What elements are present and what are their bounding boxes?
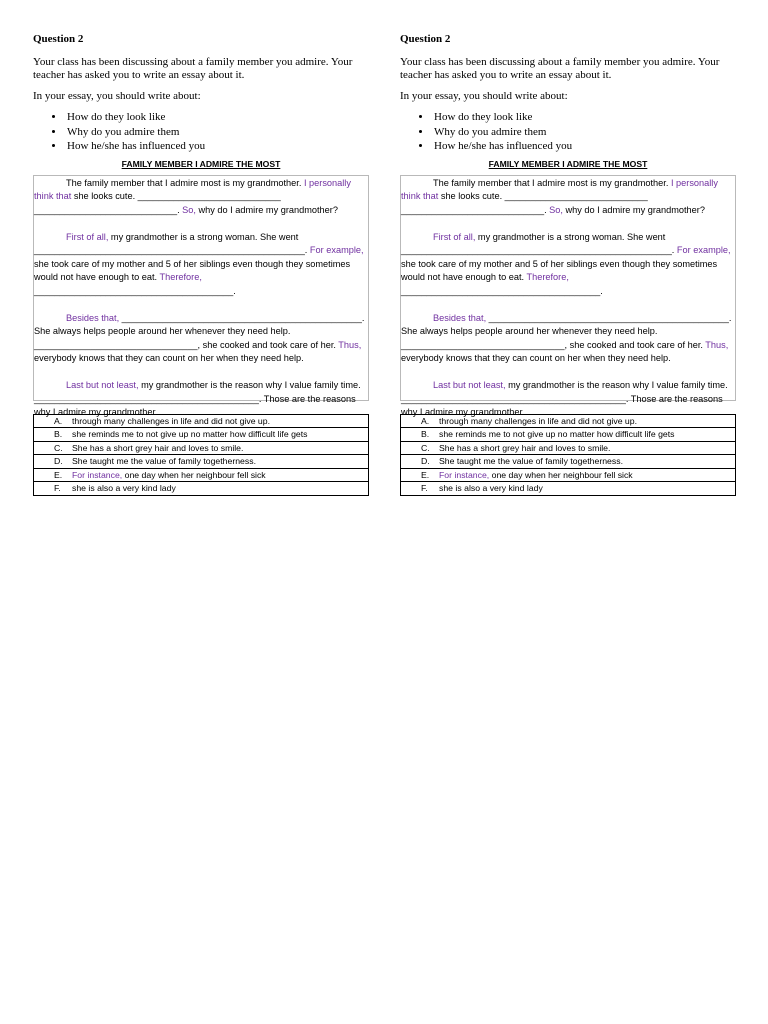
connector-phrase: For example, (307, 245, 364, 255)
text-run: everybody knows that they can count on her when they need help. (34, 353, 304, 363)
connector-phrase: Therefore, (157, 272, 202, 282)
connector-phrase: Besides that, (433, 312, 487, 323)
text-run: my grandmother is a strong woman. She went _____________________________________________________. (34, 231, 308, 255)
option-row (401, 482, 736, 496)
option-text: She taught me the value of family togetherness. (72, 456, 256, 467)
option-row (401, 455, 736, 469)
option-letter: F. (54, 483, 61, 494)
connector-phrase: So, (546, 204, 563, 215)
connector-phrase: Thus, (335, 339, 362, 350)
point-item: • How do they look like (432, 110, 736, 125)
point-item: • Why do you admire them (432, 125, 736, 140)
option-text: she reminds me to not give up no matter how difficult life gets (72, 429, 308, 440)
text-run: _______________________________________. (401, 285, 603, 296)
text-run: _______________________________________________. She always helps people around her whenever they need help. ________________________________, she cooked and took care of her. (34, 312, 365, 350)
option-row (34, 428, 369, 442)
option-text: she is also a very kind lady (439, 483, 543, 494)
question-prompt: In your essay, you should write about: (33, 90, 201, 102)
worksheet-left (33, 30, 369, 496)
option-row (34, 441, 369, 455)
points-list (400, 110, 736, 154)
text-run: why do I admire my grandmother? (562, 204, 705, 215)
question-prompt: In your essay, you should write about: (400, 90, 568, 102)
option-text: one day when her neighbour fell sick (122, 469, 266, 480)
essay-paragraph-2 (34, 231, 368, 299)
question-intro: Your class has been discussing about a family member you admire. Your teacher has asked you to write an essay about it. (33, 56, 353, 81)
point-item: • How he/she has influenced you (432, 139, 736, 154)
option-row (401, 468, 736, 482)
essay-title: FAMILY MEMBER I ADMIRE THE MOST (488, 158, 648, 169)
essay-box (400, 175, 736, 417)
point-item: • How he/she has influenced you (65, 139, 369, 154)
option-letter: B. (421, 429, 430, 440)
connector-phrase: Besides that, (66, 312, 120, 323)
text-run: my grandmother is a strong woman. She went _____________________________________________________. (401, 231, 675, 255)
option-text: She has a short grey hair and loves to smile. (439, 442, 611, 453)
point-item: • How do they look like (65, 110, 369, 125)
essay-paragraph-1 (401, 177, 735, 218)
option-text: She taught me the value of family togetherness. (439, 456, 623, 467)
text-run: _______________________________________________. She always helps people around her whenever they need help. ________________________________, she cooked and took care of her. (401, 312, 732, 350)
option-row (34, 414, 369, 428)
essay-title: FAMILY MEMBER I ADMIRE THE MOST (121, 158, 281, 169)
option-letter: D. (54, 456, 63, 467)
point-item: • Why do you admire them (65, 125, 369, 140)
option-connector: For instance, (72, 469, 123, 480)
option-row (34, 482, 369, 496)
text-run: she looks cute. ____________________________ ____________________________. (401, 191, 648, 215)
option-letter: E. (54, 469, 63, 480)
connector-phrase: I personally think that (34, 177, 351, 201)
text-run: why do I admire my grandmother? (195, 204, 338, 215)
option-text: through many challenges in life and did not give up. (72, 415, 271, 426)
question-intro: Your class has been discussing about a family member you admire. Your teacher has asked you to write an essay about it. (400, 56, 720, 81)
option-letter: A. (421, 415, 430, 426)
option-letter: C. (421, 442, 430, 453)
options-table (400, 414, 736, 496)
essay-paragraph-2 (401, 231, 735, 299)
option-connector: For instance, (439, 469, 490, 480)
connector-phrase: First of all, (66, 231, 109, 242)
text-run: my grandmother is the reason why I value family time. ____________________________________________. Those are the reasons why I admire my grandmother. (401, 380, 728, 417)
essay-box (33, 175, 369, 417)
essay-paragraph-3 (34, 312, 368, 366)
option-row (401, 414, 736, 428)
connector-phrase: For example, (674, 245, 731, 255)
option-letter: E. (421, 469, 430, 480)
option-row (401, 441, 736, 455)
option-letter: C. (54, 442, 63, 453)
points-list (33, 110, 369, 154)
option-row (34, 468, 369, 482)
connector-phrase: So, (179, 204, 196, 215)
question-title: Question 2 (400, 33, 451, 45)
option-text: through many challenges in life and did not give up. (439, 415, 638, 426)
option-letter: D. (421, 456, 430, 467)
connector-phrase: I personally think that (401, 177, 718, 201)
text-run: she looks cute. ____________________________ ____________________________. (34, 191, 281, 215)
text-run: she took care of my mother and 5 of her siblings even though they sometimes would not have enough to eat. (401, 258, 718, 282)
option-letter: F. (421, 483, 428, 494)
worksheet-right (400, 30, 736, 496)
essay-paragraph-3 (401, 312, 735, 366)
text-run: she took care of my mother and 5 of her siblings even though they sometimes would not have enough to eat. (34, 258, 351, 282)
text-run: The family member that I admire most is my grandmother. (433, 177, 671, 188)
option-text: one day when her neighbour fell sick (489, 469, 633, 480)
option-row (34, 455, 369, 469)
text-run: _______________________________________. (34, 285, 236, 296)
connector-phrase: Last but not least, (433, 380, 506, 390)
connector-phrase: First of all, (433, 231, 476, 242)
option-letter: A. (54, 415, 63, 426)
text-run: everybody knows that they can count on her when they need help. (401, 353, 671, 363)
option-row (401, 428, 736, 442)
connector-phrase: Therefore, (524, 272, 569, 282)
question-title: Question 2 (33, 33, 84, 45)
options-table (33, 414, 369, 496)
connector-phrase: Thus, (702, 339, 729, 350)
option-text: she is also a very kind lady (72, 483, 176, 494)
option-text: she reminds me to not give up no matter how difficult life gets (439, 429, 675, 440)
essay-paragraph-1 (34, 177, 368, 218)
option-text: She has a short grey hair and loves to smile. (72, 442, 244, 453)
text-run: The family member that I admire most is my grandmother. (66, 177, 304, 188)
option-letter: B. (54, 429, 63, 440)
connector-phrase: Last but not least, (66, 380, 139, 390)
text-run: my grandmother is the reason why I value family time. ____________________________________________. Those are the reasons why I admire my grandmother. (34, 380, 361, 417)
